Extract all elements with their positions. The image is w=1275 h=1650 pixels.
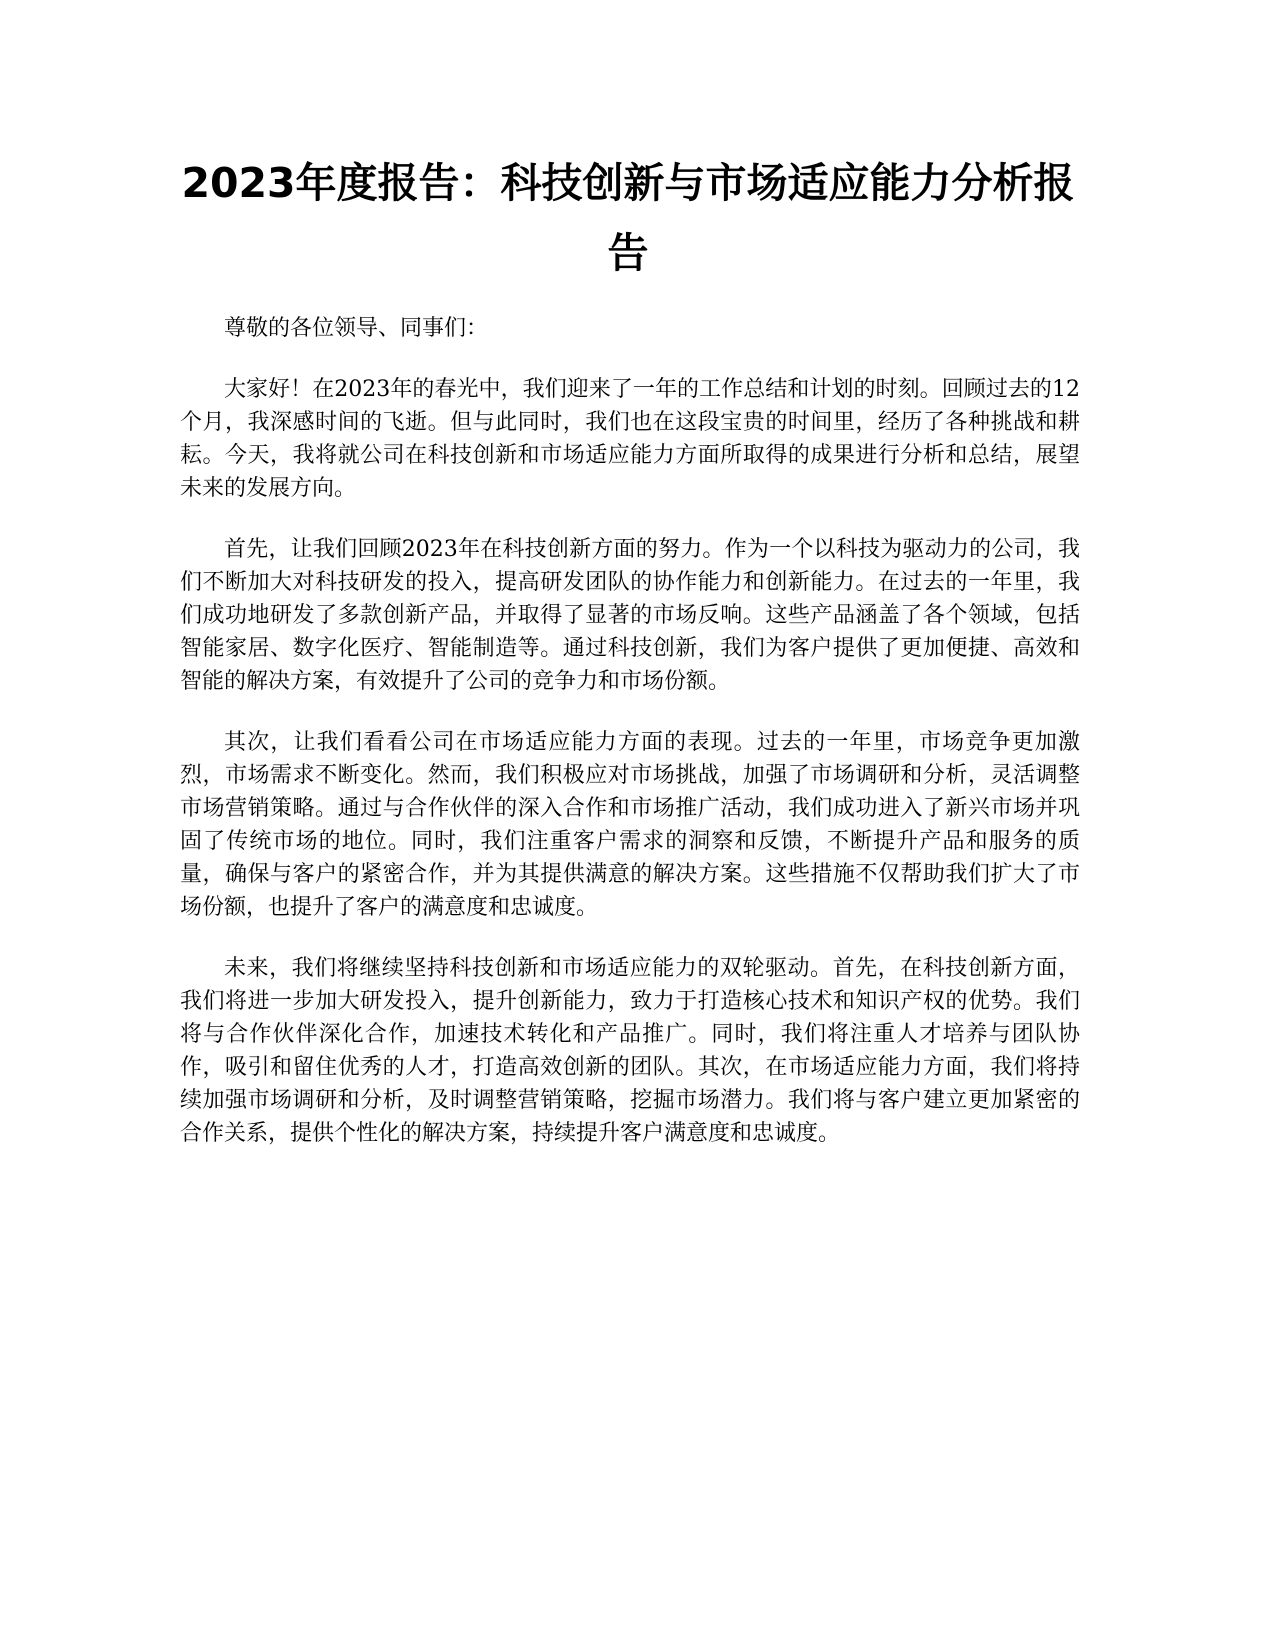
document-title: 2023年度报告：科技创新与市场适应能力分析报告 — [181, 159, 1075, 277]
tech-innovation-paragraph: 首先，让我们回顾2023年在科技创新方面的努力。作为一个以科技为驱动力的公司，我们不断加大对科技研发的投入，提高研发团队的协作能力和创新能力。在过去的一年里，我们成功地研发了多款创新产品，并取得了显著的市场反响。这些产品涵盖了各个领域，包括智能家居、数字化医疗、智能制造等。通过科技创新，我们为客户提供了更加便捷、高效和智能的解决方案，有效提升了公司的竞争力和市场份额。 — [180, 537, 1080, 694]
salutation-paragraph: 尊敬的各位领导、同事们： — [224, 316, 489, 341]
market-adaptability-paragraph: 其次，让我们看看公司在市场适应能力方面的表现。过去的一年里，市场竞争更加激烈，市场需求不断变化。然而，我们积极应对市场挑战，加强了市场调研和分析，灵活调整市场营销策略。通过与合作伙伴的深入合作和市场推广活动，我们成功进入了新兴市场并巩固了传统市场的地位。同时，我们注重客户需求的洞察和反馈，不断提升产品和服务的质量，确保与客户的紧密合作，并为其提供满意的解决方案。这些措施不仅帮助我们扩大了市场份额，也提升了客户的满意度和忠诚度。 — [180, 730, 1080, 920]
document-body — [180, 312, 1080, 1178]
intro-paragraph: 大家好！在2023年的春光中，我们迎来了一年的工作总结和计划的时刻。回顾过去的12个月，我深感时间的飞逝。但与此同时，我们也在这段宝贵的时间里，经历了各种挑战和耕耘。今天，我将就公司在科技创新和市场适应能力方面所取得的成果进行分析和总结，展望未来的发展方向。 — [180, 377, 1080, 501]
future-plan-paragraph: 未来，我们将继续坚持科技创新和市场适应能力的双轮驱动。首先，在科技创新方面，我们将进一步加大研发投入，提升创新能力，致力于打造核心技术和知识产权的优势。我们将与合作伙伴深化合作，加速技术转化和产品推广。同时，我们将注重人才培养与团队协作，吸引和留住优秀的人才，打造高效创新的团队。其次，在市场适应能力方面，我们将持续加强市场调研和分析，及时调整营销策略，挖掘市场潜力。我们将与客户建立更加紧密的合作关系，提供个性化的解决方案，持续提升客户满意度和忠诚度。 — [180, 956, 1080, 1146]
